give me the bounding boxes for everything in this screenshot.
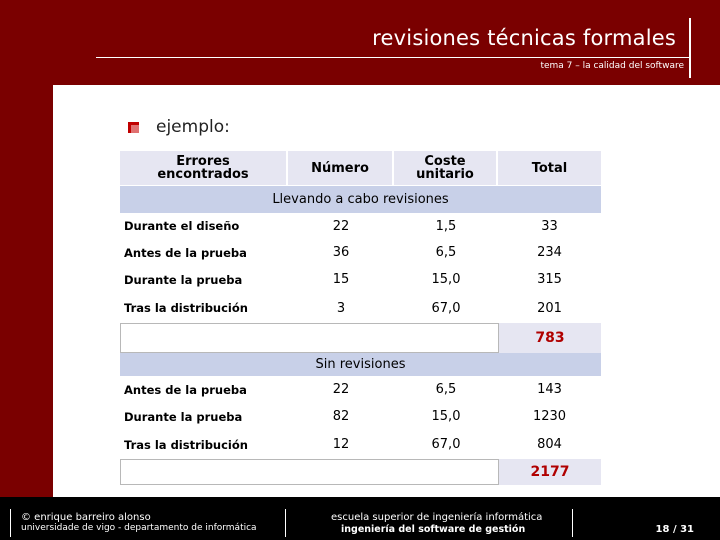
row-label: Durante la prueba [124, 409, 243, 424]
row-label: Durante el diseño [124, 219, 240, 233]
footer-separator-right [572, 509, 573, 537]
footer-university: universidade de vigo - departamento de informática [21, 523, 257, 533]
column-header-errores [120, 151, 286, 185]
row-numero: 22 [332, 382, 350, 397]
row-label: Antes de la prueba [124, 245, 247, 260]
row-total: 33 [541, 218, 558, 234]
row-coste: 15,0 [431, 272, 461, 287]
row-total: 234 [537, 245, 562, 260]
row-coste: 6,5 [435, 245, 457, 260]
group2-total-blank [120, 459, 499, 485]
row-label: Tras la distribución [124, 301, 248, 315]
row-label: Tras la distribución [124, 437, 248, 452]
row-total: 1230 [532, 409, 567, 424]
section-label: ejemplo: [156, 117, 230, 137]
row-label: Durante la prueba [124, 272, 243, 287]
row-numero: 36 [332, 245, 350, 260]
bullet-icon [128, 122, 139, 133]
footer-school: escuela superior de ingeniería informática [331, 512, 543, 523]
row-total: 315 [537, 272, 562, 287]
row-numero: 15 [332, 272, 350, 287]
row-coste: 15,0 [431, 409, 461, 424]
row-total: 201 [537, 300, 562, 316]
column-header-coste-text: Coste unitario [416, 154, 474, 182]
column-header-errores-text: Errores encontrados [157, 154, 249, 182]
row-numero: 12 [332, 437, 350, 452]
header-subtitle: tema 7 – la calidad del software [540, 61, 684, 71]
row-numero: 22 [332, 218, 350, 234]
footer-author: © enrique barreiro alonso [21, 512, 151, 523]
column-header-total: Total [498, 151, 601, 185]
row-coste: 6,5 [435, 382, 457, 397]
header-divider-horizontal [96, 57, 690, 58]
row-coste: 67,0 [431, 300, 461, 316]
header-divider-vertical [689, 18, 691, 78]
row-coste: 67,0 [431, 437, 461, 452]
column-header-numero: Número [288, 151, 392, 185]
column-header-coste [394, 151, 496, 185]
row-numero: 82 [332, 409, 350, 424]
group-band-with-reviews: Llevando a cabo revisiones [120, 186, 601, 213]
group-band-without-reviews: Sin revisiones [120, 353, 601, 376]
header-title: revisiones técnicas formales [372, 26, 676, 50]
footer-separator-middle [285, 509, 286, 537]
row-total: 804 [537, 437, 562, 452]
group2-total-value: 2177 [499, 459, 601, 485]
footer-course: ingeniería del software de gestión [341, 524, 526, 535]
row-total: 143 [537, 382, 562, 397]
footer [0, 497, 720, 540]
footer-separator-left [10, 509, 11, 537]
group1-total-value: 783 [499, 323, 601, 353]
row-numero: 3 [336, 300, 346, 316]
row-label: Antes de la prueba [124, 382, 247, 397]
footer-page-number: 18 / 31 [655, 524, 694, 535]
group1-total-blank [120, 323, 499, 353]
row-coste: 1,5 [435, 218, 457, 234]
